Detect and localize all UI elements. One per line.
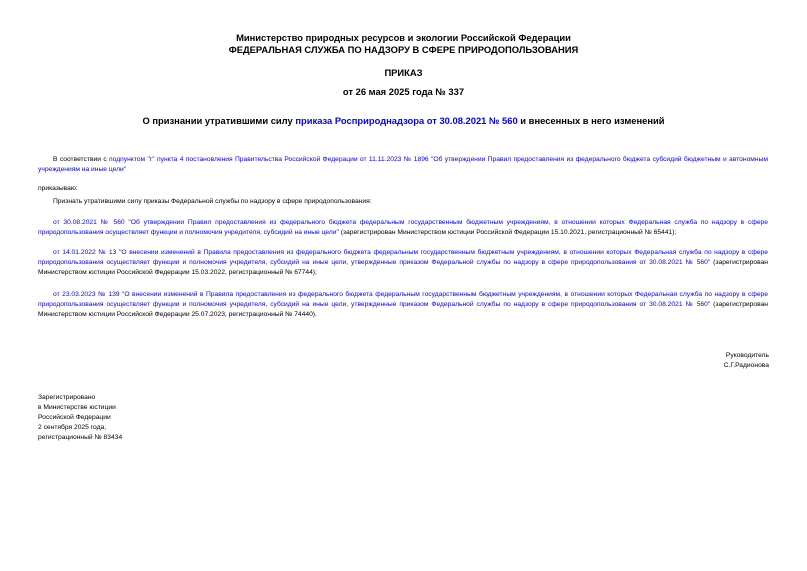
- ministry-name: Министерство природных ресурсов и экологии Российской Федерации: [236, 32, 571, 43]
- registration-line: регистрационный № 83434: [38, 434, 123, 441]
- order-139-link[interactable]: от 23.03.2023 № 139 "О внесении изменений в Правила предоставления из федерального бюджета федеральным государственным бюджетным учреждениям, в отношении которых Федеральная служба по надзору в сфере природопользования осуществляет функции и полномочия учредителя, субсидий на иные цели, утвержденные приказом Федеральной службы по надзору в сфере природопользования от 30.08.2021 № 560": [38, 291, 768, 308]
- signer-name: С.Г.Радионова: [723, 362, 769, 369]
- doc-title: [0, 115, 807, 127]
- order-560-link[interactable]: от 30.08.2021 № 560 "Об утверждении Правил предоставления из федерального бюджета федеральным государственным бюджетным учреждениям, в отношении которых Федеральная служба по надзору в сфере природопользования осуществляет функции и полномочия учредителя, субсидий на иные цели": [38, 219, 768, 236]
- list-item-order-139: [38, 290, 768, 320]
- title-prefix: О признании утратившими силу: [142, 115, 296, 126]
- title-suffix: и внесенных в него изменений: [517, 115, 665, 126]
- registration-block: [38, 393, 122, 443]
- service-name: ФЕДЕРАЛЬНАЯ СЛУЖБА ПО НАДЗОРУ В СФЕРЕ ПРИРОДОПОЛЬЗОВАНИЯ: [228, 44, 579, 55]
- title-link[interactable]: приказа Росприроднадзора от 30.08.2021 № 560: [295, 115, 518, 126]
- doc-type: ПРИКАЗ: [384, 67, 423, 78]
- list-item-order-560: [38, 218, 768, 238]
- basis-link[interactable]: подпунктом "г" пункта 4 постановления Правительства Российской Федерации от 11.11.2023 № 1896 "Об утверждении Правил предоставления из федерального бюджета субсидий бюджетным и автономным учреждениям на иные цели": [38, 156, 768, 173]
- registration-line: 2 сентября 2025 года,: [38, 424, 107, 431]
- registration-line: Российской Федерации: [38, 414, 111, 421]
- order-13-link[interactable]: от 14.01.2022 № 13 "О внесении изменений в Правила предоставления из федерального бюджета федеральным государственным бюджетным учреждениям, в отношении которых Федеральная служба по надзору в сфере природопользования осуществляет функции и полномочия учредителя, субсидий на иные цели, утвержденные приказом Федеральной службы по надзору в сфере природопользования от 30.08.2021 № 560": [38, 249, 768, 266]
- registration-line: в Министерстве юстиции: [38, 404, 116, 411]
- doc-date: от 26 мая 2025 года № 337: [342, 86, 465, 97]
- registration-line: Зарегистрировано: [38, 394, 96, 401]
- list-item-order-13: [38, 248, 768, 278]
- basis-prefix: В соответствии с: [53, 156, 110, 163]
- signature-block: [724, 351, 769, 371]
- order-13-registration: (зарегистрирован Министерством юстиции Российской Федерации 15.03.2022, регистрационный № 67744);: [38, 259, 768, 276]
- paragraph-basis: [38, 155, 768, 175]
- paragraph-declare: Признать утратившими силу приказы Федеральной службы по надзору в сфере природопользования:: [53, 198, 372, 205]
- order-560-registration: (зарегистрирован Министерством юстиции Российской Федерации 15.10.2021, регистрационный № 65441);: [338, 229, 677, 236]
- paragraph-order: приказываю:: [38, 185, 78, 192]
- signer-position: Руководитель: [725, 352, 769, 359]
- order-139-registration: (зарегистрирован Министерством юстиции Российской Федерации 25.07.2023, регистрационный № 74440).: [38, 301, 768, 318]
